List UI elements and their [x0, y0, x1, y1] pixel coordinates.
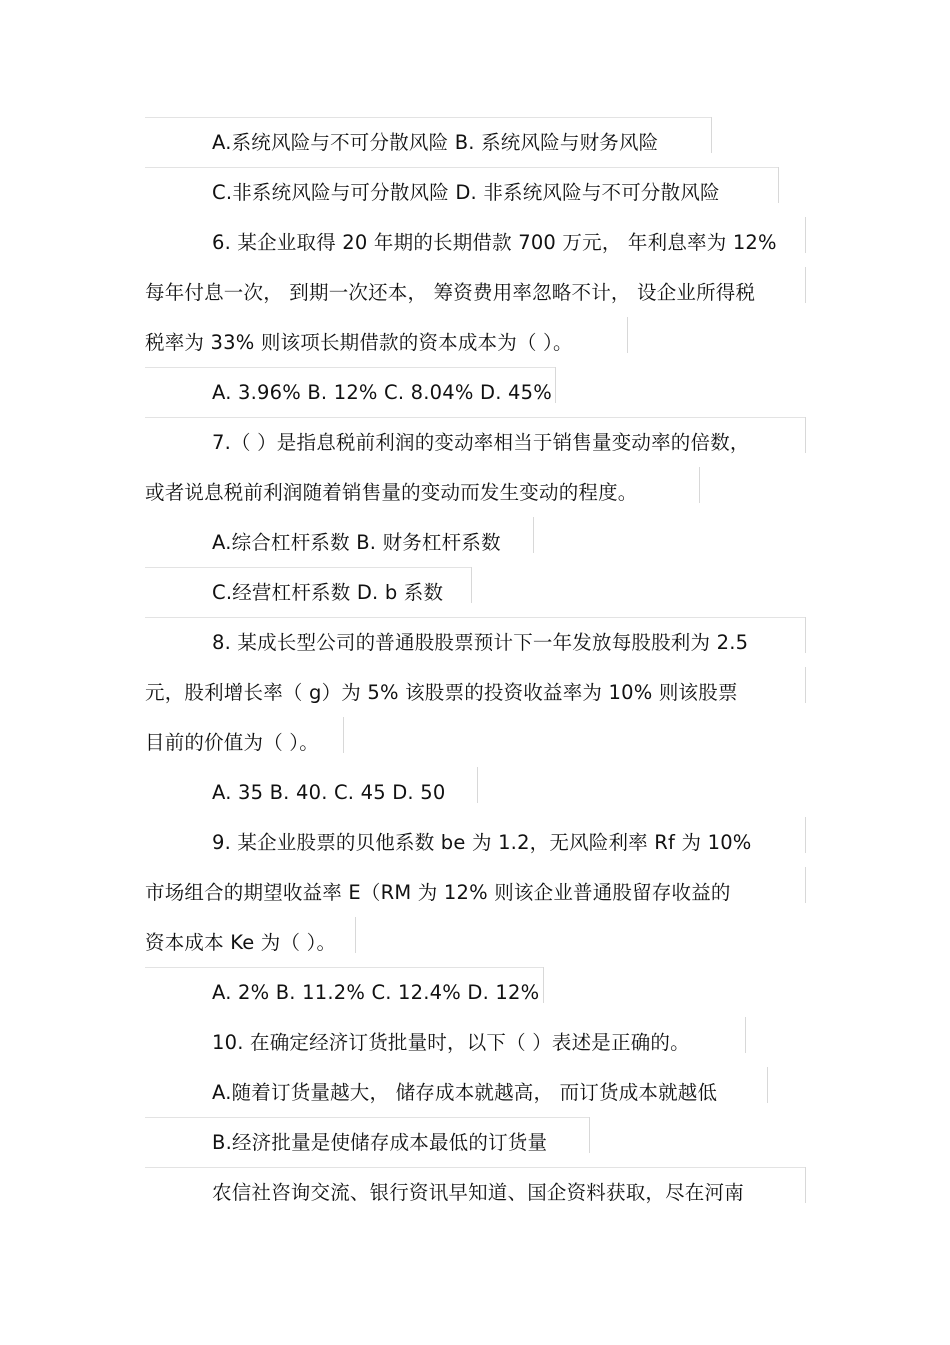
- table-rule: [145, 1167, 805, 1168]
- question-line: [0, 829, 950, 879]
- table-divider: [805, 617, 806, 653]
- option-line: [0, 179, 950, 229]
- option-text: A.系统风险与不可分散风险 B. 系统风险与财务风险: [212, 131, 659, 154]
- option-text: A.随着订货量越大， 储存成本就越高， 而订货成本就越低: [212, 1081, 718, 1104]
- table-rule: [145, 617, 805, 618]
- option-line: [0, 379, 950, 429]
- footer-ad-line: [0, 1179, 950, 1229]
- question-text: 市场组合的期望收益率 E（RM 为 12% 则该企业普通股留存收益的: [145, 881, 731, 904]
- question-text: 10. 在确定经济订货批量时，以下（ ）表述是正确的。: [212, 1031, 690, 1054]
- option-line: [0, 1079, 950, 1129]
- table-divider: [805, 217, 806, 253]
- option-text: A. 3.96% B. 12% C. 8.04% D. 45%: [212, 381, 552, 404]
- question-text: 9. 某企业股票的贝他系数 be 为 1.2，无风险利率 Rf 为 10%: [212, 831, 752, 854]
- question-line: [0, 729, 950, 779]
- option-line: [0, 979, 950, 1029]
- option-text: C.非系统风险与可分散风险 D. 非系统风险与不可分散风险: [212, 181, 720, 204]
- option-text: A. 2% B. 11.2% C. 12.4% D. 12%: [212, 981, 540, 1004]
- table-divider: [805, 867, 806, 903]
- table-divider: [343, 717, 344, 753]
- question-text: 或者说息税前利润随着销售量的变动而发生变动的程度。: [145, 481, 638, 504]
- question-text: 6. 某企业取得 20 年期的长期借款 700 万元， 年利息率为 12%: [212, 231, 777, 254]
- option-line: [0, 529, 950, 579]
- footer-ad-text: 农信社咨询交流、银行资讯早知道、国企资料获取，尽在河南: [212, 1181, 744, 1204]
- question-text: 资本成本 Ke 为（ ）。: [145, 931, 337, 954]
- question-line: [0, 329, 950, 379]
- option-text: A.综合杠杆系数 B. 财务杠杆系数: [212, 531, 501, 554]
- question-line: [0, 479, 950, 529]
- question-text: 目前的价值为（ ）。: [145, 731, 319, 754]
- option-line: [0, 129, 950, 179]
- table-rule: [145, 1117, 589, 1118]
- question-text: 税率为 33% 则该项长期借款的资本成本为（ ）。: [145, 331, 573, 354]
- question-line: [0, 679, 950, 729]
- table-rule: [145, 567, 471, 568]
- table-divider: [805, 267, 806, 303]
- option-line: [0, 579, 950, 629]
- table-divider: [711, 117, 712, 153]
- table-divider: [477, 767, 478, 803]
- question-line: [0, 879, 950, 929]
- option-text: B.经济批量是使储存成本最低的订货量: [212, 1131, 548, 1154]
- table-divider: [805, 1167, 806, 1203]
- table-divider: [543, 967, 544, 1003]
- table-rule: [145, 967, 543, 968]
- table-divider: [767, 1067, 768, 1103]
- question-line: [0, 1029, 950, 1079]
- question-text: 元，股利增长率（ g）为 5% 该股票的投资收益率为 10% 则该股票: [145, 681, 738, 704]
- table-divider: [805, 417, 806, 453]
- table-rule: [145, 117, 712, 118]
- table-divider: [805, 817, 806, 853]
- option-line: [0, 779, 950, 829]
- question-text: 8. 某成长型公司的普通股股票预计下一年发放每股股利为 2.5: [212, 631, 749, 654]
- question-line: [0, 929, 950, 979]
- table-divider: [589, 1117, 590, 1153]
- question-text: 每年付息一次， 到期一次还本， 筹资费用率忽略不计， 设企业所得税: [145, 281, 756, 304]
- table-divider: [805, 667, 806, 703]
- table-divider: [745, 1017, 746, 1053]
- option-text: C.经营杠杆系数 D. b 系数: [212, 581, 444, 604]
- table-divider: [699, 467, 700, 503]
- question-line: [0, 229, 950, 279]
- table-divider: [555, 367, 556, 403]
- option-text: A. 35 B. 40. C. 45 D. 50: [212, 781, 446, 804]
- table-divider: [355, 917, 356, 953]
- table-rule: [145, 367, 555, 368]
- question-line: [0, 279, 950, 329]
- table-divider: [627, 317, 628, 353]
- table-divider: [471, 567, 472, 603]
- table-divider: [533, 517, 534, 553]
- option-line: [0, 1129, 950, 1179]
- question-text: 7.（ ）是指息税前利润的变动率相当于销售量变动率的倍数，: [212, 431, 750, 454]
- table-divider: [778, 167, 779, 203]
- table-rule: [145, 167, 779, 168]
- question-line: [0, 629, 950, 679]
- question-line: [0, 429, 950, 479]
- table-rule: [145, 417, 805, 418]
